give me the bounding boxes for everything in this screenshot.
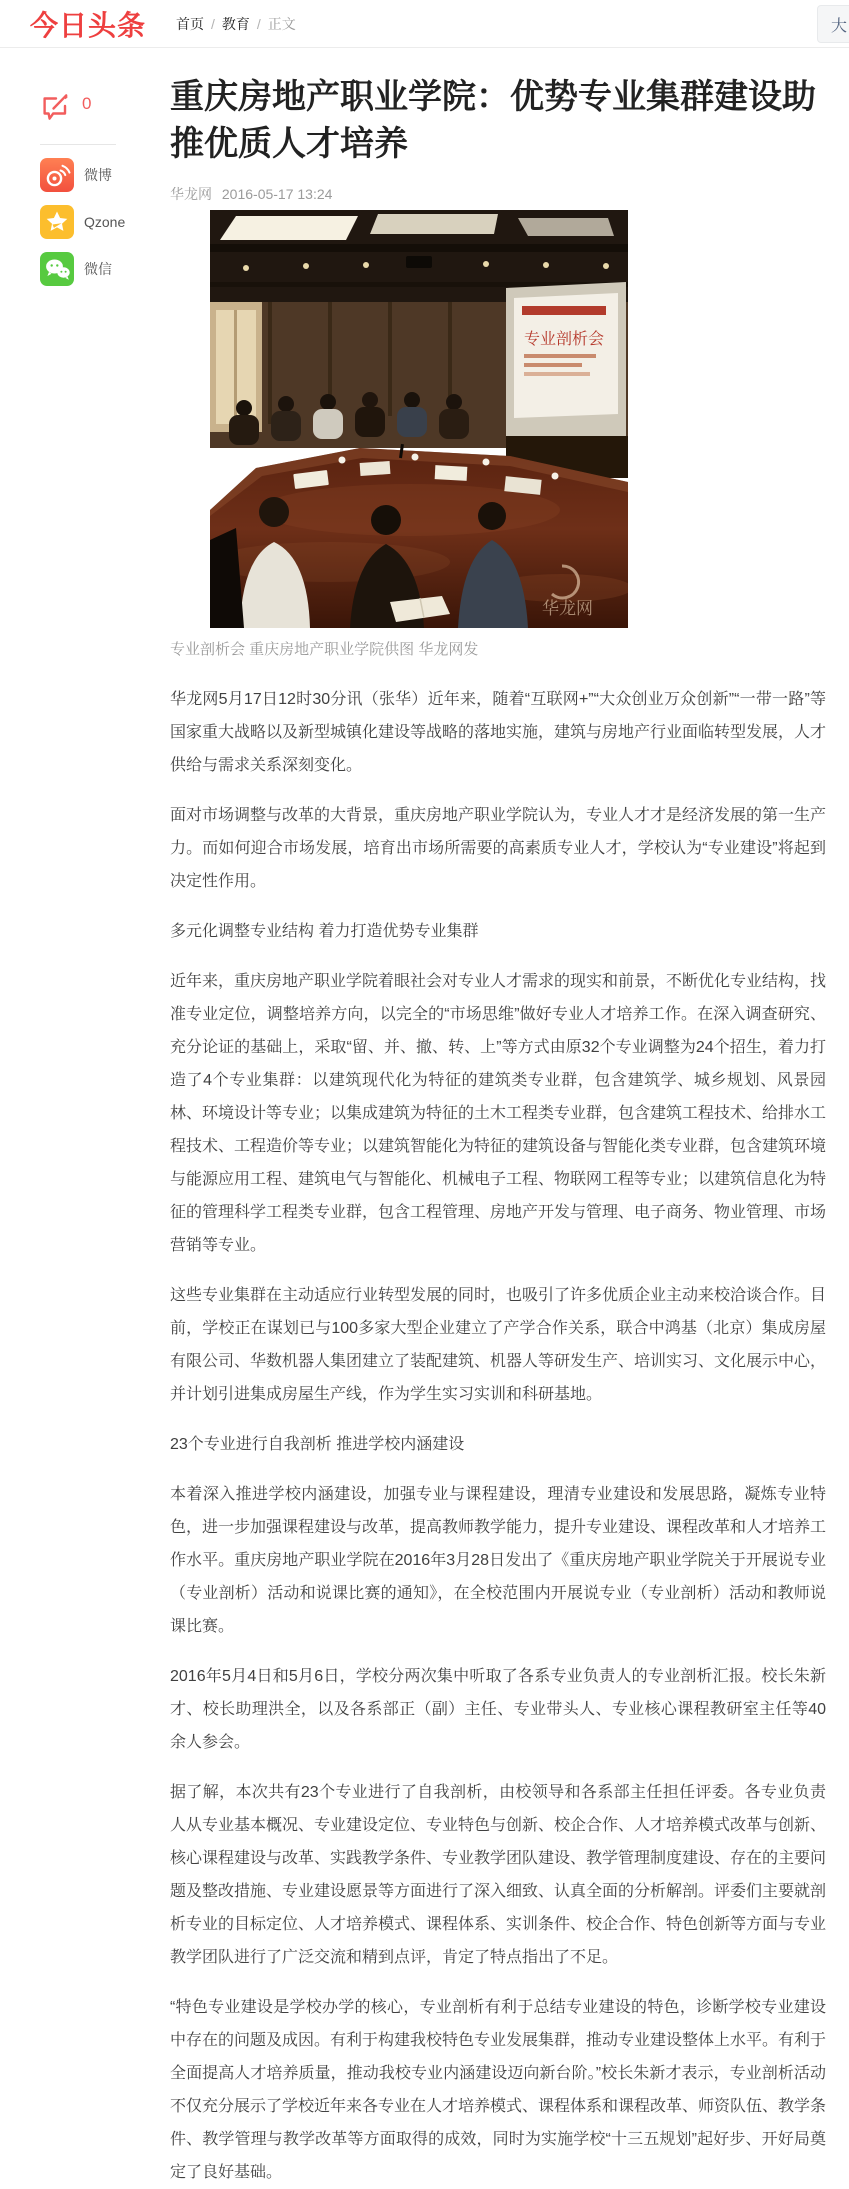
article-paragraph: 这些专业集群在主动适应行业转型发展的同时，也吸引了许多优质企业主动来校洽谈合作。目前，学校正在谋划已与100多家大型企业建立了产学合作关系，联合中鸿基（北京）集成房屋有限公司、华数机器人集团建立了装配建筑、机器人等研发生产、培训实习、文化展示中心，并计划引进集成房屋生产线，作为学生实习实训和科研基地。 (170, 1287, 827, 1403)
font-size-button[interactable]: 大 (817, 5, 849, 43)
article-meta (170, 184, 826, 204)
breadcrumb-home[interactable]: 首页 (176, 15, 205, 32)
article-source: 华龙网 (170, 186, 212, 202)
share-item-label: Qzone (84, 214, 126, 230)
breadcrumb (176, 14, 296, 34)
share-qzone-button[interactable] (40, 205, 136, 239)
article-photo[interactable] (210, 210, 628, 628)
sidebar-divider (40, 144, 116, 145)
article-paragraph: 面对市场调整与改革的大背景，重庆房地产职业学院认为，专业人才才是经济发展的第一生产力。而如何迎合市场发展，培育出市场所需要的高素质专业人才，学校认为“专业建设”将起到决定性作用。 (170, 807, 827, 890)
comment-icon (40, 92, 70, 128)
slide-title-text: 专业剖析会 (524, 331, 605, 348)
article (170, 74, 826, 2189)
breadcrumb-current: 正文 (267, 15, 296, 32)
share-item-label: 微信 (84, 261, 112, 277)
qzone-icon (40, 205, 74, 239)
article-title: 重庆房地产职业学院：优势专业集群建设助推优质人才培养 (170, 78, 816, 163)
article-paragraph: 本着深入推进学校内涵建设，加强专业与课程建设，理清专业建设和发展思路，凝炼专业特色，进一步加强课程建设与改革，提高教师教学能力，提升专业建设、课程改革和人才培养工作水平。重庆房地产职业学院在2016年3月28日发出了《重庆房地产职业学院关于开展说专业（专业剖析）活动和说课比赛的通知》，在全校范围内开展说专业（专业剖析）活动和教师说课比赛。 (170, 1486, 827, 1635)
article-paragraph: 华龙网5月17日12时30分讯（张华）近年来，随着“互联网+”“大众创业万众创新”“一带一路”等国家重大战略以及新型城镇化建设等战略的落地实施，建筑与房地产行业面临转型发展，人才供给与需求关系深刻变化。 (170, 691, 827, 774)
wechat-icon (40, 252, 74, 286)
share-sidebar (40, 92, 136, 286)
breadcrumb-education[interactable]: 教育 (221, 15, 250, 32)
section-heading: 多元化调整专业结构 着力打造优势专业集群 (170, 923, 479, 940)
share-wechat-button[interactable] (40, 252, 136, 286)
watermark-text: 华龙网 (542, 599, 593, 618)
share-item-label: 微博 (84, 167, 112, 183)
weibo-icon (40, 158, 74, 192)
article-paragraph: 近年来，重庆房地产职业学院着眼社会对专业人才需求的现实和前景，不断优化专业结构，找准专业定位，调整培养方向，以完全的“市场思维”做好专业人才培养工作。在深入调查研究、充分论证的基础上，采取“留、并、撤、转、上”等方式由原32个专业调整为24个招生，着力打造了4个专业集群：以建筑现代化为特征的建筑类专业群，包含建筑学、城乡规划、风景园林、环境设计等专业；以集成建筑为特征的土木工程类专业群，包含建筑工程技术、给排水工程技术、工程造价等专业；以建筑智能化为特征的建筑设备与智能化类专业群，包含建筑环境与能源应用工程、建筑电气与智能化、机械电子工程、物联网工程等专业；以建筑信息化为特征的管理科学工程类专业群，包含工程管理、房地产开发与管理、电子商务、物业管理、市场营销等专业。 (170, 973, 827, 1254)
article-datetime: 2016-05-17 13:24 (221, 186, 333, 202)
image-caption: 专业剖析会 重庆房地产职业学院供图 华龙网发 (170, 641, 479, 658)
article-paragraph: 据了解，本次共有23个专业进行了自我剖析，由校领导和各系部主任担任评委。各专业负责人从专业基本概况、专业建设定位、专业特色与创新、校企合作、人才培养模式改革与创新、核心课程建设与改革、实践教学条件、专业教学团队建设、教学管理制度建设、存在的主要问题及整改措施、专业建设愿景等方面进行了深入细致、认真全面的分析解剖。评委们主要就剖析专业的目标定位、人才培养模式、课程体系、实训条件、校企合作、特色创新等方面与专业教学团队进行了广泛交流和精到点评，肯定了特点指出了不足。 (170, 1784, 827, 1966)
article-paragraph: 2016年5月4日和5月6日，学校分两次集中听取了各系专业负责人的专业剖析汇报。校长朱新才、校长助理洪全，以及各系部正（副）主任、专业带头人、专业核心课程教研室主任等40余人参会。 (170, 1668, 826, 1751)
comment-count: 0 (82, 94, 92, 113)
meeting-room-photo (210, 210, 628, 628)
share-weibo-button[interactable] (40, 158, 136, 192)
site-header (0, 0, 849, 48)
breadcrumb-separator: / (256, 15, 261, 32)
section-heading: 23个专业进行自我剖析 推进学校内涵建设 (170, 1436, 465, 1453)
breadcrumb-separator: / (211, 15, 215, 32)
toutiao-logo[interactable]: 今日头条 (30, 9, 147, 41)
article-paragraph: “特色专业建设是学校办学的核心，专业剖析有利于总结专业建设的特色，诊断学校专业建设中存在的问题及成因。有利于构建我校特色专业发展集群，推动专业建设整体上水平。有利于全面提高人才培养质量，推动我校专业内涵建设迈向新台阶。”校长朱新才表示，专业剖析活动不仅充分展示了学校近年来各专业在人才培养模式、课程体系和课程改革、师资队伍、教学条件、教学管理与教学改革等方面取得的成效，同时为实施学校“十三五规划”起好步、开好局奠定了良好基础。 (170, 1999, 827, 2181)
comment-button[interactable] (40, 92, 136, 128)
